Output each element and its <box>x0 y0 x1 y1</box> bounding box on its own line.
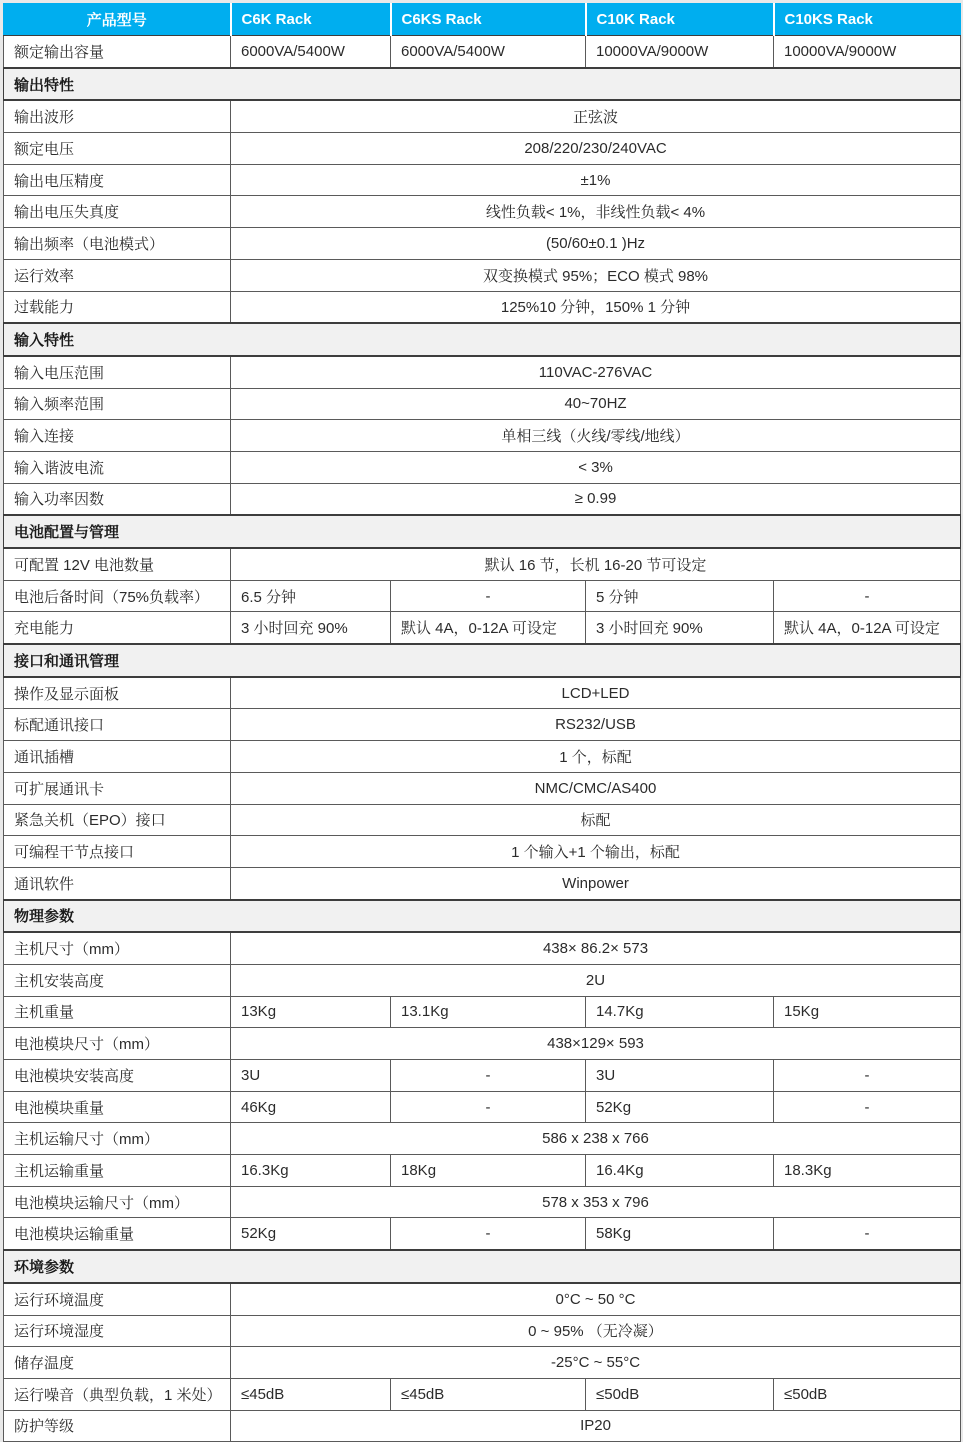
spec-value: - <box>774 1060 961 1092</box>
spec-row <box>4 1218 961 1250</box>
spec-row <box>4 420 961 452</box>
spec-value: 6000VA/5400W <box>391 36 586 68</box>
spec-value: 默认 4A，0-12A 可设定 <box>774 612 961 644</box>
section-header: 接口和通讯管理 <box>4 644 961 677</box>
spec-value: - <box>391 1060 586 1092</box>
spec-row <box>4 100 961 132</box>
row-label: 电池模块重量 <box>4 1091 231 1123</box>
spec-value: 3 小时回充 90% <box>231 612 391 644</box>
spec-value: 10000VA/9000W <box>586 36 774 68</box>
spec-row <box>4 228 961 260</box>
row-label: 储存温度 <box>4 1347 231 1379</box>
section-row <box>4 900 961 933</box>
spec-row <box>4 964 961 996</box>
row-label: 通讯软件 <box>4 867 231 899</box>
spec-row <box>4 356 961 388</box>
model-header-c6ks: C6KS Rack <box>391 4 586 36</box>
spec-value: 15Kg <box>774 996 961 1028</box>
model-header-c10k: C10K Rack <box>586 4 774 36</box>
spec-value: 默认 4A，0-12A 可设定 <box>391 612 586 644</box>
spec-value: - <box>391 580 586 612</box>
spec-value: - <box>774 1091 961 1123</box>
spec-value-shared: 标配 <box>231 804 961 836</box>
spec-value-shared: < 3% <box>231 451 961 483</box>
row-label: 运行环境温度 <box>4 1283 231 1315</box>
spec-value-shared: 110VAC-276VAC <box>231 356 961 388</box>
row-label: 紧急关机（EPO）接口 <box>4 804 231 836</box>
row-label: 输出波形 <box>4 100 231 132</box>
row-label: 额定电压 <box>4 133 231 165</box>
spec-value-shared: -25°C ~ 55°C <box>231 1347 961 1379</box>
row-label: 输入谐波电流 <box>4 451 231 483</box>
section-header: 环境参数 <box>4 1250 961 1283</box>
spec-row <box>4 996 961 1028</box>
row-label: 标配通讯接口 <box>4 709 231 741</box>
spec-row <box>4 196 961 228</box>
row-label: 可配置 12V 电池数量 <box>4 548 231 580</box>
row-label: 主机运输尺寸（mm） <box>4 1123 231 1155</box>
row-label: 运行环境湿度 <box>4 1315 231 1347</box>
spec-value: 16.4Kg <box>586 1155 774 1187</box>
spec-row <box>4 612 961 644</box>
spec-value: 52Kg <box>586 1091 774 1123</box>
row-label: 输入电压范围 <box>4 356 231 388</box>
spec-row <box>4 451 961 483</box>
row-label: 运行噪音（典型负载，1 米处） <box>4 1378 231 1410</box>
spec-row <box>4 1060 961 1092</box>
spec-row <box>4 1315 961 1347</box>
spec-value: ≤50dB <box>586 1378 774 1410</box>
section-row <box>4 515 961 548</box>
row-label: 可编程干节点接口 <box>4 836 231 868</box>
section-header: 电池配置与管理 <box>4 515 961 548</box>
spec-value: ≤45dB <box>391 1378 586 1410</box>
row-label: 电池模块尺寸（mm） <box>4 1028 231 1060</box>
spec-sheet-page <box>3 3 960 1442</box>
spec-table-body <box>4 36 961 1442</box>
model-header-c10ks: C10KS Rack <box>774 4 961 36</box>
model-header-c6k: C6K Rack <box>231 4 391 36</box>
spec-row <box>4 867 961 899</box>
spec-value-shared: 0 ~ 95% （无冷凝） <box>231 1315 961 1347</box>
row-label: 通讯插槽 <box>4 741 231 773</box>
spec-value: 18Kg <box>391 1155 586 1187</box>
row-label: 电池后备时间（75%负载率） <box>4 580 231 612</box>
spec-value: 3 小时回充 90% <box>586 612 774 644</box>
spec-value-shared: IP20 <box>231 1410 961 1442</box>
spec-row <box>4 772 961 804</box>
spec-value-shared: 2U <box>231 964 961 996</box>
spec-row <box>4 133 961 165</box>
row-label: 主机重量 <box>4 996 231 1028</box>
section-row <box>4 1250 961 1283</box>
spec-value-shared: ≥ 0.99 <box>231 483 961 515</box>
section-header: 物理参数 <box>4 900 961 933</box>
spec-value-shared: 586 x 238 x 766 <box>231 1123 961 1155</box>
spec-row <box>4 836 961 868</box>
section-header: 输入特性 <box>4 323 961 356</box>
spec-row <box>4 259 961 291</box>
product-spec-table <box>3 3 961 1442</box>
spec-value: 3U <box>586 1060 774 1092</box>
spec-row <box>4 1410 961 1442</box>
spec-row <box>4 164 961 196</box>
spec-value: 46Kg <box>231 1091 391 1123</box>
spec-row <box>4 804 961 836</box>
row-label: 操作及显示面板 <box>4 677 231 709</box>
spec-value: 3U <box>231 1060 391 1092</box>
row-label: 输出电压失真度 <box>4 196 231 228</box>
row-label: 电池模块运输重量 <box>4 1218 231 1250</box>
spec-row <box>4 36 961 68</box>
row-label: 主机安装高度 <box>4 964 231 996</box>
spec-value-shared: 1 个，标配 <box>231 741 961 773</box>
spec-value: 5 分钟 <box>586 580 774 612</box>
spec-value-shared: 双变换模式 95%；ECO 模式 98% <box>231 259 961 291</box>
spec-value: - <box>391 1218 586 1250</box>
spec-value: - <box>391 1091 586 1123</box>
row-label: 输入功率因数 <box>4 483 231 515</box>
spec-value: 52Kg <box>231 1218 391 1250</box>
row-label: 过载能力 <box>4 291 231 323</box>
spec-value-shared: 438×129× 593 <box>231 1028 961 1060</box>
row-label: 可扩展通讯卡 <box>4 772 231 804</box>
spec-row <box>4 388 961 420</box>
spec-row <box>4 677 961 709</box>
spec-value: 58Kg <box>586 1218 774 1250</box>
spec-value-shared: (50/60±0.1 )Hz <box>231 228 961 260</box>
row-label: 防护等级 <box>4 1410 231 1442</box>
spec-row <box>4 548 961 580</box>
spec-value-shared: LCD+LED <box>231 677 961 709</box>
row-label: 运行效率 <box>4 259 231 291</box>
spec-value: - <box>774 580 961 612</box>
spec-value-shared: 40~70HZ <box>231 388 961 420</box>
spec-value: ≤45dB <box>231 1378 391 1410</box>
section-row <box>4 68 961 101</box>
spec-row <box>4 1283 961 1315</box>
spec-row <box>4 932 961 964</box>
spec-row <box>4 709 961 741</box>
row-label: 主机运输重量 <box>4 1155 231 1187</box>
spec-row <box>4 1091 961 1123</box>
spec-value: ≤50dB <box>774 1378 961 1410</box>
spec-value-shared: 125%10 分钟，150% 1 分钟 <box>231 291 961 323</box>
spec-value: 18.3Kg <box>774 1155 961 1187</box>
spec-row <box>4 483 961 515</box>
spec-row <box>4 291 961 323</box>
row-label: 输入连接 <box>4 420 231 452</box>
row-label: 充电能力 <box>4 612 231 644</box>
row-label: 额定输出容量 <box>4 36 231 68</box>
spec-row <box>4 1186 961 1218</box>
spec-value-shared: 线性负载< 1%，非线性负载< 4% <box>231 196 961 228</box>
spec-row <box>4 1028 961 1060</box>
spec-value-shared: 0°C ~ 50 °C <box>231 1283 961 1315</box>
model-header-label: 产品型号 <box>4 4 231 36</box>
section-header: 输出特性 <box>4 68 961 101</box>
spec-value-shared: NMC/CMC/AS400 <box>231 772 961 804</box>
spec-row <box>4 580 961 612</box>
spec-value-shared: ±1% <box>231 164 961 196</box>
spec-value-shared: 单相三线（火线/零线/地线） <box>231 420 961 452</box>
spec-value-shared: 默认 16 节，长机 16-20 节可设定 <box>231 548 961 580</box>
spec-value-shared: 578 x 353 x 796 <box>231 1186 961 1218</box>
spec-value-shared: Winpower <box>231 867 961 899</box>
spec-row <box>4 1155 961 1187</box>
spec-value-shared: 208/220/230/240VAC <box>231 133 961 165</box>
section-row <box>4 323 961 356</box>
spec-row <box>4 741 961 773</box>
spec-value-shared: 正弦波 <box>231 100 961 132</box>
spec-value-shared: 438× 86.2× 573 <box>231 932 961 964</box>
section-row <box>4 644 961 677</box>
row-label: 输出电压精度 <box>4 164 231 196</box>
row-label: 输出频率（电池模式） <box>4 228 231 260</box>
spec-value: 6000VA/5400W <box>231 36 391 68</box>
spec-row <box>4 1123 961 1155</box>
row-label: 电池模块安装高度 <box>4 1060 231 1092</box>
row-label: 输入频率范围 <box>4 388 231 420</box>
spec-row <box>4 1378 961 1410</box>
spec-value: - <box>774 1218 961 1250</box>
spec-value: 10000VA/9000W <box>774 36 961 68</box>
model-header-row <box>4 4 961 36</box>
row-label: 电池模块运输尺寸（mm） <box>4 1186 231 1218</box>
spec-value-shared: 1 个输入+1 个输出，标配 <box>231 836 961 868</box>
spec-row <box>4 1347 961 1379</box>
spec-value: 13.1Kg <box>391 996 586 1028</box>
spec-value: 6.5 分钟 <box>231 580 391 612</box>
spec-value-shared: RS232/USB <box>231 709 961 741</box>
spec-value: 16.3Kg <box>231 1155 391 1187</box>
spec-value: 13Kg <box>231 996 391 1028</box>
row-label: 主机尺寸（mm） <box>4 932 231 964</box>
spec-value: 14.7Kg <box>586 996 774 1028</box>
